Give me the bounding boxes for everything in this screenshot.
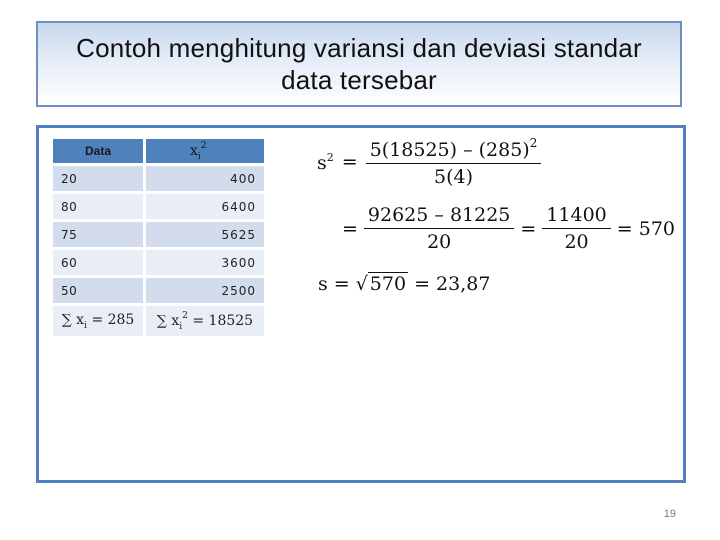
header-x-var: x — [190, 142, 198, 159]
data-table — [53, 139, 264, 336]
data-value: 80 — [53, 194, 143, 219]
s2-lhs: $s^2$ — [317, 150, 334, 174]
table-row — [53, 250, 264, 275]
table-row — [53, 222, 264, 247]
table-row — [53, 166, 264, 191]
variance-fraction-2 — [364, 204, 514, 253]
sum-symbol: ∑ — [156, 312, 167, 329]
variance-fraction-3 — [542, 204, 610, 253]
std-dev-result: = 23,87 — [414, 272, 491, 295]
slide-title-box — [36, 21, 682, 107]
squared-value: 2500 — [146, 278, 264, 303]
slide-title-line-1: Contoh menghitung variansi dan deviasi standar — [76, 33, 642, 63]
table-row — [53, 278, 264, 303]
variance-formula-line-1 — [317, 136, 541, 188]
slide-title-line-2: data tersebar — [281, 65, 437, 95]
fraction-denominator: 20 — [427, 231, 452, 253]
sum-sq-sup: 2 — [182, 310, 188, 321]
header-x-sup: 2 — [200, 140, 207, 151]
sqrt-content: 570 — [369, 273, 407, 295]
equals-sign: = — [341, 151, 358, 173]
header-x-squared — [146, 139, 264, 163]
equals-sign: = — [333, 272, 350, 295]
fraction-numerator: 92625 – 81225 — [364, 204, 514, 229]
content-box — [36, 125, 686, 483]
squared-value: 6400 — [146, 194, 264, 219]
table-header-row — [53, 139, 264, 163]
squared-value: 400 — [146, 166, 264, 191]
data-value: 50 — [53, 278, 143, 303]
header-x-sub: i — [197, 151, 201, 162]
sum-x-squared-cell — [146, 306, 264, 336]
data-value: 20 — [53, 166, 143, 191]
sum-sq-var: x — [171, 312, 180, 329]
sum-x-sub: i — [84, 320, 87, 331]
std-dev-formula — [318, 272, 490, 295]
fraction-numerator: $5(18525) - (285)^2$ — [366, 136, 542, 164]
sum-symbol: ∑ — [61, 311, 72, 328]
sum-x-value: = 285 — [91, 311, 135, 328]
fraction-denominator: 5(4) — [434, 166, 474, 188]
data-value: 75 — [53, 222, 143, 247]
squared-value: 3600 — [146, 250, 264, 275]
sum-x-cell — [53, 306, 143, 336]
fraction-numerator: 11400 — [542, 204, 610, 229]
variance-fraction-1 — [366, 136, 542, 188]
header-data: Data — [53, 139, 143, 163]
table-row — [53, 194, 264, 219]
squared-value: 5625 — [146, 222, 264, 247]
equals-sign: = — [520, 217, 537, 240]
page-number: 19 — [663, 508, 676, 520]
sqrt-sign: √ — [355, 272, 368, 295]
table-sum-row — [53, 306, 264, 336]
sum-sq-sub: i — [179, 321, 183, 332]
variance-result: = 570 — [616, 217, 675, 240]
s-lhs: s — [318, 272, 328, 295]
sum-x-var: x — [76, 311, 85, 328]
equals-sign: = — [342, 217, 358, 240]
data-value: 60 — [53, 250, 143, 275]
sum-x-squared-value: = 18525 — [192, 312, 254, 329]
fraction-denominator: 20 — [564, 231, 589, 253]
variance-formula-line-2 — [342, 204, 675, 253]
